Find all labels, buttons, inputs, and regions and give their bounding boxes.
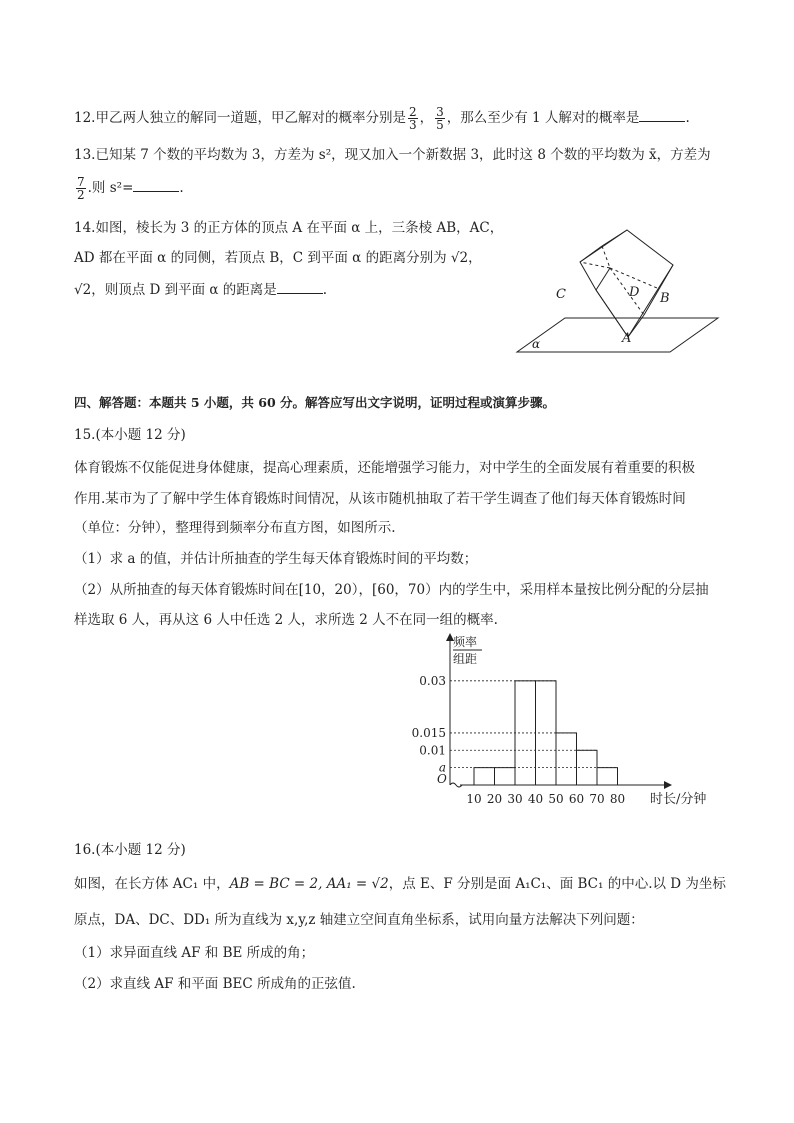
histogram-bar (597, 768, 618, 785)
x-tick-label: 20 (486, 792, 503, 806)
cube-edges (580, 230, 673, 337)
question-15-part-2-a: （2）从所抽查的每天体育锻炼时间在[10，20），[60，70）内的学生中，采用样本量按比例分配的分层抽 (74, 582, 709, 598)
question-16-heading: 16.(本小题 12 分) (74, 842, 186, 858)
origin-label: O (437, 772, 447, 786)
question-14-line-1: 14.如图，棱长为 3 的正方体的顶点 A 在平面 α 上，三条棱 AB，AC， (74, 220, 504, 236)
frequency-histogram (400, 630, 730, 810)
y-tick-label: 0.015 (411, 725, 446, 740)
label-alpha: α (532, 337, 541, 351)
x-tick-label: 50 (548, 792, 564, 806)
answer-blank[interactable] (277, 281, 323, 294)
question-15-part-2-b: 样选取 6 人，再从这 6 人中任选 2 人，求所选 2 人不在同一组的概率. (74, 612, 498, 628)
answer-blank[interactable] (133, 179, 179, 192)
question-16-para-2: 原点，DA、DC、DD₁ 所为直线为 x,y,z 轴建立空间直角坐标系，试用向量方法解决下列问题： (74, 912, 644, 928)
label-B: B (660, 291, 670, 306)
x-tick-label: 60 (568, 792, 585, 806)
label-D: D (629, 285, 640, 300)
fraction-7-2: $\frac{7}{2}$ (77, 175, 85, 202)
y-tick-label: 0.01 (419, 743, 446, 758)
question-14-line-2: AD 都在平面 α 的同侧，若顶点 B，C 到平面 α 的距离分别为 √2， (74, 250, 482, 266)
x-tick-label: 70 (589, 792, 605, 806)
label-C: C (556, 287, 566, 302)
question-14-line-3: √2，则顶点 D 到平面 α 的距离是 . (74, 282, 328, 298)
fraction-3-5: $\frac{3}{5}$ (436, 105, 444, 132)
question-16-part-2: （2）求直线 AF 和平面 BEC 所成角的正弦值. (74, 976, 356, 992)
question-15-para-2: 作用.某市为了了解中学生体育锻炼时间情况，从该市随机抽取了若干学生调查了他们每天体育锻炼时间 (74, 491, 686, 507)
q12-text-b: ，那么至少有 1 人解对的概率是 (446, 110, 640, 126)
label-A: A (622, 331, 632, 346)
q12-text-a: 12.甲乙两人独立的解同一道题，甲乙解对的概率分别是 (74, 110, 406, 126)
cube-on-plane-figure (510, 210, 730, 355)
x-tick-label: 30 (507, 792, 523, 806)
section-4-heading: 四、解答题：本题共 5 小题，共 60 分。解答应写出文字说明，证明过程或演算步骤。 (74, 395, 556, 410)
question-13-line-1: 13.已知某 7 个数的平均数为 3，方差为 s²，现又加入一个新数据 3，此时这 8 个数的平均数为 x̄，方差为 (74, 147, 711, 163)
question-15-para-3: （单位：分钟），整理得到频率分布直方图，如图所示. (74, 520, 396, 536)
histogram-bar (495, 768, 516, 785)
x-tick-label: 40 (527, 792, 544, 806)
question-12: 12.甲乙两人独立的解同一道题，甲乙解对的概率分别是 $\frac{2}{3}$ ， $\frac{3}{5}$ ，那么至少有 1 人解对的概率是 . (74, 105, 690, 132)
question-15-part-1: （1）求 a 的值，并估计所抽查的学生每天体育锻炼时间的平均数； (74, 551, 478, 567)
answer-blank[interactable] (639, 109, 685, 122)
question-16-part-1: （1）求异面直线 AF 和 BE 所成的角； (74, 945, 315, 961)
question-15-para-1: 体育锻炼不仅能促进身体健康，提高心理素质，还能增强学习能力，对中学生的全面发展有着重要的积极 (74, 460, 695, 476)
histogram-bar (474, 768, 495, 785)
x-axis-label: 时长/分钟 (650, 792, 707, 807)
question-16-para-1: 如图，在长方体 AC₁ 中，AB = BC = 2, AA₁ = √2，点 E、F 分别是面 A₁C₁、面 BC₁ 的中心.以 D 为坐标 (74, 876, 726, 892)
question-13-line-2: $\frac{7}{2}$ .则 s²= . (77, 175, 184, 202)
x-tick-label: 10 (466, 792, 482, 806)
plane-alpha (517, 318, 718, 352)
x-tick-label: 80 (609, 792, 626, 806)
fraction-2-3: $\frac{2}{3}$ (408, 105, 417, 132)
histogram-bar (556, 733, 577, 785)
math-condition: AB = BC = 2, AA₁ = √2 (229, 876, 389, 892)
y-axis-label-numerator: 频率 (453, 635, 478, 649)
y-tick-label: a (438, 760, 446, 775)
question-15-heading: 15.(本小题 12 分) (74, 427, 186, 443)
y-tick-label: 0.03 (419, 673, 446, 688)
y-axis-label-denominator: 组距 (453, 652, 478, 666)
